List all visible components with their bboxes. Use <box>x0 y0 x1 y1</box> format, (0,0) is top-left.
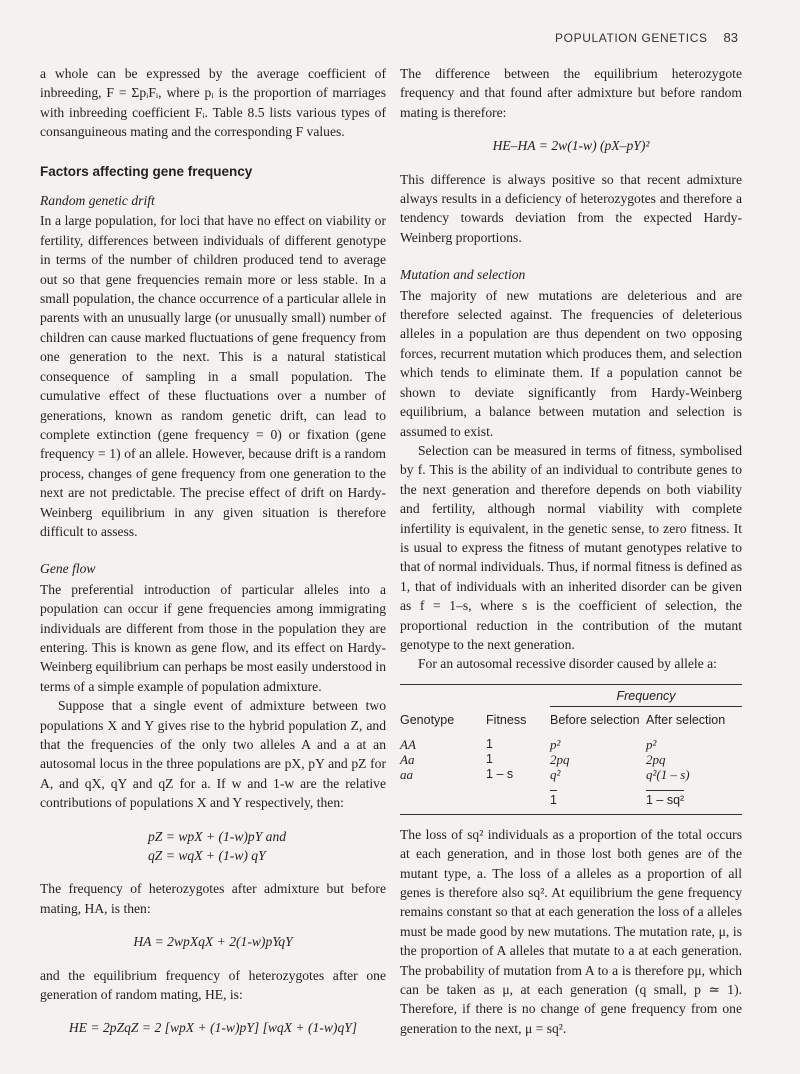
cell-after: q²(1 – s) <box>646 766 690 782</box>
cell-genotype: Aa <box>400 751 415 767</box>
equation-qz: qZ = wqX + (1-w) qY <box>148 848 266 864</box>
running-head <box>555 28 738 48</box>
column-header-after: After selection <box>646 706 742 732</box>
table-title: Frequency <box>550 684 742 706</box>
cell-before: p² <box>550 736 561 752</box>
equation-pz: pZ = wpX + (1-w)pY and <box>148 828 287 844</box>
equation-he: HE = 2pZqZ = 2 [wpX + (1-w)pY] [wqX + (1-w)qY] <box>68 1020 358 1036</box>
total-before: 1 <box>550 790 557 808</box>
right-column <box>400 64 742 1038</box>
positive-difference-paragraph: This difference is always positive so that recent admixture always results in a deficiency of heterozygotes and therefore a tendency towards deviation from the expected Hardy-Weinberg proportions. <box>400 171 742 245</box>
selection-fitness-paragraph: Selection can be measured in terms of fitness, symbolised by f. This is the ability of an individual to contribute genes to the next generation and therefore depends on both viability and fertility, although normal viability with complete infertility is equivalent, in the genetic sense, to zero fitness. It is usual to express the fitness of mutant genotypes relative to that of normal individuals. Thus, if normal fitness is defined as 1, that of individuals with an inherited disorder can be given as f = 1–s, where s is the coefficient of selection, the proportional reduction in the contribution of the mutant genotype to the next generation. <box>400 442 742 652</box>
difference-paragraph: The difference between the equilibrium heterozygote frequency and that found after admixture but before random mating is therefore: <box>400 66 742 120</box>
page-number: 83 <box>723 30 738 45</box>
cell-fitness: 1 – s <box>486 766 514 781</box>
cell-fitness: 1 <box>486 736 493 751</box>
table-row <box>400 767 742 782</box>
admixture-paragraph: Suppose that a single event of admixture between two populations X and Y gives rise to the hybrid population Z, and that the frequencies of the only two alleles A and a at an autosomal locus in the three populations are pX, pY and pZ for A, and qX, qY and qZ for a. If w and 1-w are the relative contributions of populations X and Y respectively, then: <box>40 698 386 811</box>
column-header-genotype: Genotype <box>400 712 455 727</box>
deleterious-mutations-paragraph: The majority of new mutations are deleterious and are therefore selected against. The frequencies of deleterious alleles in a population are thus dependent on two opposing forces, recurrent mutation which produces them, and selection which tends to eliminate them. If a population cannot be shown to deviate significantly from Hardy-Weinberg equilibrium, a balance between mutation and selection is assumed to exist. <box>400 287 742 439</box>
intro-paragraph: a whole can be expressed by the average coefficient of inbreeding, F = ΣpᵢFᵢ, where pᵢ is the proportion of marriages with inbreeding coefficient Fᵢ. Table 8.5 lists various types of consanguineous mating and the corresponding F values. <box>40 66 386 140</box>
cell-after: 2pq <box>646 751 666 767</box>
left-column <box>40 64 386 1052</box>
equilibrium-paragraph: and the equilibrium frequency of heterozygotes after one generation of random mating, HE, is: <box>40 967 386 1003</box>
cell-after: p² <box>646 736 657 752</box>
fitness-frequency-table <box>400 684 742 815</box>
equation-ha: HA = 2wpXqX + 2(1-w)pYqY <box>133 934 293 950</box>
total-after: 1 – sq² <box>646 790 684 808</box>
mutation-rate-paragraph: The loss of sq² individuals as a proportion of the total occurs at each generation, and in those lost both genes are of the mutant type, a. The loss of a alleles as a proportion of all genes is therefore also sq². At equilibrium the gene frequency remains constant so that at each generation the loss of a alleles must be made good by new mutations. The mutation rate, μ, is the proportion of A alleles that mutate to a at each generation. The probability of mutation from A to a is therefore pμ, which can be taken as μ, at each generation (q small, p ≃ 1). Therefore, if there is no change of gene frequency from one generation to the next, μ = sq². <box>400 826 742 1036</box>
gene-flow-paragraph: The preferential introduction of particular alleles into a population can occur if gene frequencies among immigrating individuals are different from those in the population they are entering. This is known as gene flow, and its effect on Hardy-Weinberg equilibrium can perhaps be most easily understood in terms of a simple example of population admixture. <box>40 581 386 694</box>
cell-genotype: aa <box>400 766 413 782</box>
subheading-mutation-selection: Mutation and selection <box>400 267 526 283</box>
table-row <box>400 732 742 752</box>
section-heading-factors: Factors affecting gene frequency <box>40 163 253 179</box>
equation-he-minus-ha: HE–HA = 2w(1-w) (pX–pY)² <box>492 138 650 154</box>
cell-before: 2pq <box>550 751 570 767</box>
running-head-title: POPULATION GENETICS <box>555 31 708 45</box>
cell-fitness: 1 <box>486 751 493 766</box>
drift-paragraph: In a large population, for loci that have no effect on viability or fertility, differences between individuals of different genotype in terms of the number of children produced tend to average out so that gene frequencies remain more or less stable. In a small population, the chance occurrence of a particular allele in parents with an unusually large (or unusually small) number of children can cause marked fluctuations of gene frequency from one generation to the next. This is a natural statistical consequence of sampling in a small population. The cumulative effect of these fluctuations over a number of generations, known as random genetic drift, can lead to complete extinction (gene frequency = 0) or fixation (gene frequency = 1) of an allele. However, because drift is a random process, changes of gene frequency from one generation to the next are not predictable. The precise effect of drift on Hardy-Weinberg equilibrium in any given situation is therefore difficult to assess. <box>40 213 386 539</box>
autosomal-recessive-paragraph: For an autosomal recessive disorder caused by allele a: <box>418 656 717 672</box>
column-header-fitness: Fitness <box>486 712 527 727</box>
cell-before: q² <box>550 766 561 782</box>
table-row <box>400 752 742 767</box>
subheading-gene-flow: Gene flow <box>40 561 96 577</box>
table-total-row <box>400 782 742 815</box>
subheading-drift: Random genetic drift <box>40 193 155 209</box>
column-header-before: Before selection <box>550 706 646 732</box>
cell-genotype: AA <box>400 736 416 752</box>
heterozygote-frequency-paragraph: The frequency of heterozygotes after admixture but before mating, HA, is then: <box>40 881 386 916</box>
